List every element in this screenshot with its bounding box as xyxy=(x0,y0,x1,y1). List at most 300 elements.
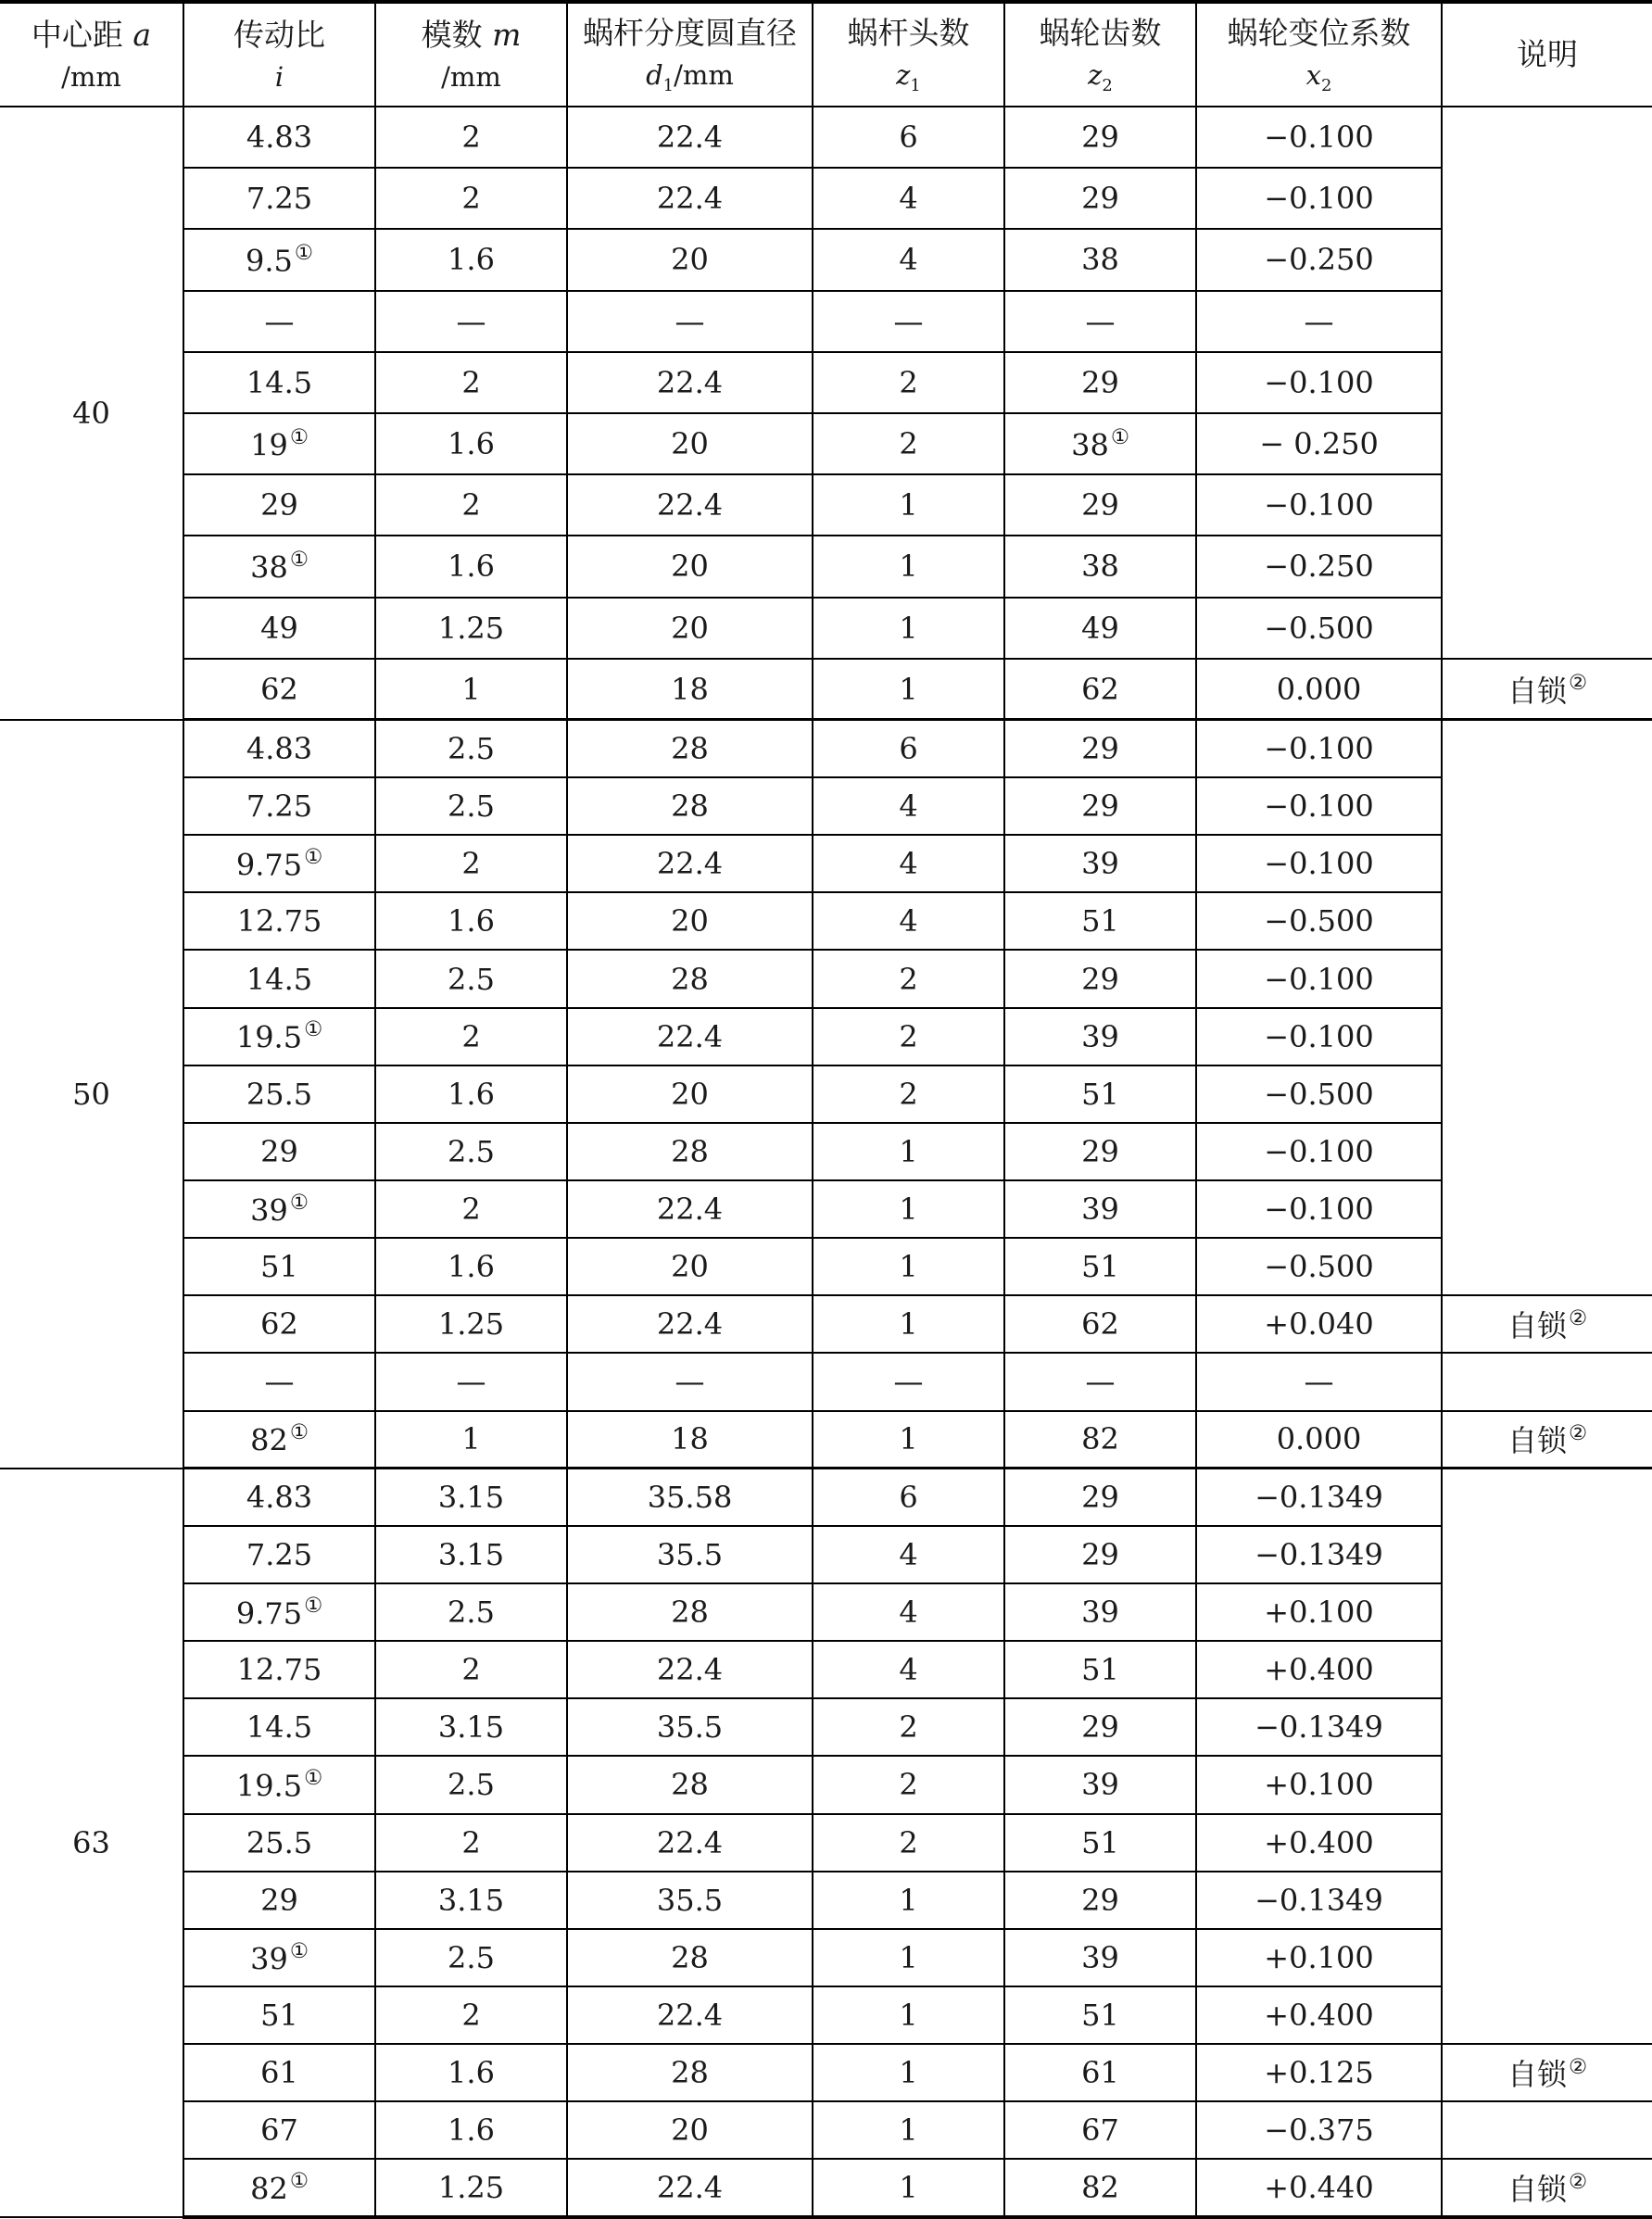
table-body xyxy=(0,107,1652,2217)
worm-starts-value: 2 xyxy=(899,1018,918,1054)
worm-starts-cell xyxy=(813,1065,1004,1123)
wheel-teeth-cell xyxy=(1004,950,1196,1007)
table-row xyxy=(0,1353,1652,1410)
ratio-cell xyxy=(183,1065,375,1123)
shift-coefficient-cell xyxy=(1196,474,1442,536)
ratio-value: 29 xyxy=(260,1882,298,1918)
pitch-diameter-cell xyxy=(567,1411,813,1469)
shift-coefficient-cell xyxy=(1196,107,1442,168)
ratio-cell xyxy=(183,291,375,352)
footnote-mark: ① xyxy=(304,1593,323,1618)
worm-starts-value: 1 xyxy=(899,671,918,707)
table-row xyxy=(0,598,1652,659)
remark-text: 自锁 xyxy=(1507,673,1567,709)
ratio-value: 14.5 xyxy=(246,961,313,997)
worm-starts-value: 4 xyxy=(899,788,918,825)
shift-coefficient-cell xyxy=(1196,2044,1442,2101)
worm-starts-cell xyxy=(813,1929,1004,1986)
module-value: 1 xyxy=(461,1421,481,1457)
worm-starts-value: 1 xyxy=(899,2055,918,2091)
pitch-diameter-value: 20 xyxy=(671,2112,709,2149)
pitch-diameter-value: 22.4 xyxy=(656,181,724,217)
worm-starts-cell xyxy=(813,777,1004,835)
worm-starts-value: 6 xyxy=(899,1480,918,1516)
table-row xyxy=(0,659,1652,720)
module-cell xyxy=(375,1008,567,1065)
module-cell xyxy=(375,1986,567,2044)
ratio-value: 7.25 xyxy=(246,1536,313,1572)
ratio-value: 7.25 xyxy=(246,788,313,825)
shift-coefficient-cell xyxy=(1196,1123,1442,1180)
wheel-teeth-cell xyxy=(1004,1353,1196,1410)
ratio-cell xyxy=(183,835,375,892)
worm-starts-value: 1 xyxy=(899,1421,918,1457)
shift-coefficient-value: — xyxy=(1304,303,1334,339)
shift-coefficient-cell xyxy=(1196,1929,1442,1986)
module-cell xyxy=(375,474,567,536)
center-distance-cell: 50 xyxy=(0,720,183,1469)
worm-starts-value: 1 xyxy=(899,1998,918,2034)
table-row xyxy=(0,1641,1652,1698)
module-value: 2 xyxy=(461,1652,481,1688)
pitch-diameter-cell xyxy=(567,1469,813,1526)
wheel-teeth-value: 67 xyxy=(1081,2112,1119,2149)
worm-starts-cell xyxy=(813,1353,1004,1410)
shift-coefficient-value: +0.400 xyxy=(1264,1998,1374,2034)
worm-starts-value: 1 xyxy=(899,2169,918,2205)
shift-coefficient-value: −0.100 xyxy=(1264,1133,1374,1169)
shift-coefficient-value: −0.100 xyxy=(1264,846,1374,882)
wheel-teeth-cell xyxy=(1004,1698,1196,1756)
footnote-mark: ① xyxy=(289,1938,309,1963)
wheel-teeth-value: 39 xyxy=(1081,846,1119,882)
shift-coefficient-value: +0.040 xyxy=(1264,1306,1374,1343)
table-row xyxy=(0,720,1652,777)
table-row xyxy=(0,950,1652,1007)
worm-starts-cell xyxy=(813,1008,1004,1065)
module-value: 1 xyxy=(461,671,481,707)
module-value: 2 xyxy=(461,846,481,882)
shift-coefficient-value: −0.250 xyxy=(1264,548,1374,585)
pitch-diameter-value: 20 xyxy=(671,1249,709,1285)
shift-coefficient-cell xyxy=(1196,892,1442,950)
wheel-teeth-value: 29 xyxy=(1081,364,1119,400)
shift-coefficient-cell xyxy=(1196,1872,1442,1929)
wheel-teeth-value: 61 xyxy=(1081,2055,1119,2091)
ratio-value: 82 xyxy=(250,2171,288,2207)
header-worm-starts: 蜗杆头数 $z_1$ xyxy=(813,2,1004,107)
footnote-mark: ② xyxy=(1568,2169,1588,2194)
wheel-teeth-cell xyxy=(1004,1411,1196,1469)
shift-coefficient-cell xyxy=(1196,1065,1442,1123)
ratio-cell xyxy=(183,659,375,720)
module-value: 2 xyxy=(461,364,481,400)
ratio-value: 9.5 xyxy=(246,243,293,279)
shift-coefficient-cell xyxy=(1196,1008,1442,1065)
remark-cell xyxy=(1442,659,1652,720)
shift-coefficient-cell xyxy=(1196,2101,1442,2159)
wheel-teeth-cell xyxy=(1004,536,1196,597)
module-cell xyxy=(375,720,567,777)
worm-starts-value: 4 xyxy=(899,181,918,217)
pitch-diameter-cell xyxy=(567,1180,813,1238)
module-cell xyxy=(375,598,567,659)
shift-coefficient-cell xyxy=(1196,2159,1442,2216)
wheel-teeth-value: 29 xyxy=(1081,731,1119,767)
wheel-teeth-cell xyxy=(1004,1814,1196,1872)
wheel-teeth-cell xyxy=(1004,413,1196,474)
wheel-teeth-value: — xyxy=(1085,303,1116,339)
worm-starts-value: 4 xyxy=(899,903,918,939)
shift-coefficient-cell xyxy=(1196,1641,1442,1698)
module-cell xyxy=(375,892,567,950)
ratio-cell xyxy=(183,1008,375,1065)
shift-coefficient-value: −0.1349 xyxy=(1255,1882,1383,1918)
wheel-teeth-cell xyxy=(1004,1526,1196,1583)
ratio-cell xyxy=(183,168,375,229)
header-row xyxy=(0,2,1652,107)
ratio-value: 19.5 xyxy=(235,1768,303,1804)
ratio-value: 7.25 xyxy=(246,181,313,217)
table-row xyxy=(0,536,1652,597)
module-cell xyxy=(375,1295,567,1353)
table-row xyxy=(0,352,1652,413)
shift-coefficient-cell xyxy=(1196,168,1442,229)
ratio-value: 4.83 xyxy=(246,1480,313,1516)
worm-starts-cell xyxy=(813,1295,1004,1353)
pitch-diameter-value: 22.4 xyxy=(656,120,724,156)
table-row xyxy=(0,1986,1652,2044)
module-cell xyxy=(375,1469,567,1526)
pitch-diameter-value: 35.5 xyxy=(656,1709,724,1746)
module-cell xyxy=(375,168,567,229)
pitch-diameter-cell xyxy=(567,2044,813,2101)
wheel-teeth-cell xyxy=(1004,2101,1196,2159)
module-cell xyxy=(375,2101,567,2159)
worm-starts-value: 2 xyxy=(899,961,918,997)
table-row xyxy=(0,2101,1652,2159)
footnote-mark: ② xyxy=(1568,2054,1588,2079)
header-center-distance: 中心距 a /mm xyxy=(0,2,183,107)
module-cell xyxy=(375,950,567,1007)
table-row xyxy=(0,1065,1652,1123)
table-row xyxy=(0,474,1652,536)
shift-coefficient-cell xyxy=(1196,536,1442,597)
worm-starts-cell xyxy=(813,1411,1004,1469)
pitch-diameter-cell xyxy=(567,229,813,290)
pitch-diameter-cell xyxy=(567,1986,813,2044)
ratio-value: 82 xyxy=(250,1422,288,1458)
pitch-diameter-value: 35.58 xyxy=(647,1480,733,1516)
shift-coefficient-cell xyxy=(1196,1295,1442,1353)
wheel-teeth-cell xyxy=(1004,1238,1196,1295)
ratio-cell xyxy=(183,892,375,950)
worm-starts-value: 4 xyxy=(899,1536,918,1572)
table-row xyxy=(0,2159,1652,2216)
worm-starts-cell xyxy=(813,1526,1004,1583)
worm-starts-value: 1 xyxy=(899,1249,918,1285)
remark-cell xyxy=(1442,2159,1652,2216)
pitch-diameter-value: — xyxy=(675,1364,705,1400)
module-cell xyxy=(375,1353,567,1410)
shift-coefficient-value: −0.1349 xyxy=(1255,1709,1383,1746)
wheel-teeth-value: 39 xyxy=(1081,1018,1119,1054)
worm-starts-cell xyxy=(813,1872,1004,1929)
worm-starts-cell xyxy=(813,835,1004,892)
wheel-teeth-value: 29 xyxy=(1081,961,1119,997)
module-cell xyxy=(375,2159,567,2216)
module-cell xyxy=(375,1756,567,1813)
remark-cell xyxy=(1442,1411,1652,1469)
module-value: 1.6 xyxy=(448,903,495,939)
pitch-diameter-value: 22.4 xyxy=(656,1824,724,1860)
wheel-teeth-value: 29 xyxy=(1081,1882,1119,1918)
table-row xyxy=(0,1295,1652,1353)
module-cell xyxy=(375,107,567,168)
table-row xyxy=(0,413,1652,474)
remark-cell xyxy=(1442,2101,1652,2159)
worm-starts-value: 1 xyxy=(899,1939,918,1975)
wheel-teeth-value: 38 xyxy=(1071,427,1109,463)
pitch-diameter-cell xyxy=(567,1353,813,1410)
pitch-diameter-cell xyxy=(567,1641,813,1698)
shift-coefficient-value: +0.100 xyxy=(1264,1939,1374,1975)
worm-starts-cell xyxy=(813,1986,1004,2044)
worm-starts-value: 4 xyxy=(899,846,918,882)
wheel-teeth-cell xyxy=(1004,1583,1196,1641)
remark-cell xyxy=(1442,1295,1652,1353)
module-cell xyxy=(375,1583,567,1641)
worm-starts-value: 1 xyxy=(899,1191,918,1228)
module-cell xyxy=(375,1526,567,1583)
ratio-cell xyxy=(183,1526,375,1583)
module-value: 1.6 xyxy=(448,1249,495,1285)
pitch-diameter-cell xyxy=(567,598,813,659)
pitch-diameter-value: 20 xyxy=(671,1076,709,1112)
module-value: 1.6 xyxy=(448,548,495,585)
shift-coefficient-cell xyxy=(1196,598,1442,659)
worm-starts-cell xyxy=(813,720,1004,777)
ratio-cell xyxy=(183,1814,375,1872)
pitch-diameter-cell xyxy=(567,659,813,720)
wheel-teeth-cell xyxy=(1004,1180,1196,1238)
worm-starts-value: 1 xyxy=(899,1882,918,1918)
module-value: 3.15 xyxy=(437,1709,505,1746)
ratio-cell xyxy=(183,777,375,835)
ratio-value: 4.83 xyxy=(246,120,313,156)
ratio-value: — xyxy=(264,303,295,339)
ratio-value: 49 xyxy=(260,610,298,646)
wheel-teeth-cell xyxy=(1004,1872,1196,1929)
remark-cell xyxy=(1442,1353,1652,1410)
shift-coefficient-cell xyxy=(1196,777,1442,835)
table-row xyxy=(0,2044,1652,2101)
table-row xyxy=(0,1526,1652,1583)
ratio-cell xyxy=(183,1986,375,2044)
module-value: 2.5 xyxy=(448,961,495,997)
worm-starts-value: 2 xyxy=(899,1767,918,1803)
worm-starts-value: 4 xyxy=(899,1595,918,1631)
wheel-teeth-cell xyxy=(1004,107,1196,168)
module-value: 2 xyxy=(461,487,481,523)
shift-coefficient-value: −0.1349 xyxy=(1255,1536,1383,1572)
remark-cell xyxy=(1442,1469,1652,2044)
pitch-diameter-cell xyxy=(567,1123,813,1180)
worm-starts-value: 2 xyxy=(899,364,918,400)
pitch-diameter-value: 22.4 xyxy=(656,846,724,882)
worm-starts-value: — xyxy=(893,1364,924,1400)
worm-starts-cell xyxy=(813,168,1004,229)
ratio-value: 25.5 xyxy=(246,1824,313,1860)
ratio-value: 62 xyxy=(260,1306,298,1343)
footnote-mark: ① xyxy=(304,845,323,870)
ratio-value: 67 xyxy=(260,2112,298,2149)
wheel-teeth-cell xyxy=(1004,229,1196,290)
module-cell xyxy=(375,835,567,892)
module-value: 1.6 xyxy=(448,2055,495,2091)
pitch-diameter-cell xyxy=(567,950,813,1007)
pitch-diameter-cell xyxy=(567,1698,813,1756)
shift-coefficient-value: −0.250 xyxy=(1264,242,1374,278)
worm-starts-cell xyxy=(813,413,1004,474)
pitch-diameter-value: 20 xyxy=(671,610,709,646)
ratio-cell xyxy=(183,1469,375,1526)
module-cell xyxy=(375,1123,567,1180)
table-row xyxy=(0,1583,1652,1641)
worm-starts-value: 2 xyxy=(899,1824,918,1860)
shift-coefficient-value: −0.100 xyxy=(1264,120,1374,156)
module-value: 2.5 xyxy=(448,1595,495,1631)
wheel-teeth-cell xyxy=(1004,598,1196,659)
worm-starts-value: 1 xyxy=(899,610,918,646)
pitch-diameter-cell xyxy=(567,291,813,352)
shift-coefficient-value: − 0.250 xyxy=(1259,426,1379,462)
pitch-diameter-cell xyxy=(567,107,813,168)
wheel-teeth-value: 51 xyxy=(1081,1249,1119,1285)
wheel-teeth-value: 39 xyxy=(1081,1595,1119,1631)
module-value: 2.5 xyxy=(448,1939,495,1975)
pitch-diameter-value: 28 xyxy=(671,2055,709,2091)
module-cell xyxy=(375,1238,567,1295)
wheel-teeth-cell xyxy=(1004,1295,1196,1353)
ratio-value: 9.75 xyxy=(235,847,303,883)
ratio-value: 12.75 xyxy=(236,1652,322,1688)
wheel-teeth-value: 82 xyxy=(1081,1421,1119,1457)
ratio-cell xyxy=(183,1698,375,1756)
module-value: 1.6 xyxy=(448,426,495,462)
ratio-cell xyxy=(183,107,375,168)
table-row xyxy=(0,1008,1652,1065)
wheel-teeth-cell xyxy=(1004,1123,1196,1180)
module-value: 1.25 xyxy=(437,2169,505,2205)
shift-coefficient-value: −0.100 xyxy=(1264,181,1374,217)
shift-coefficient-value: +0.400 xyxy=(1264,1824,1374,1860)
pitch-diameter-value: 28 xyxy=(671,731,709,767)
footnote-mark: ① xyxy=(304,1017,323,1042)
shift-coefficient-cell xyxy=(1196,1469,1442,1526)
wheel-teeth-cell xyxy=(1004,720,1196,777)
ratio-value: 38 xyxy=(250,549,288,586)
pitch-diameter-value: 22.4 xyxy=(656,1998,724,2034)
worm-starts-cell xyxy=(813,892,1004,950)
wheel-teeth-value: 51 xyxy=(1081,1652,1119,1688)
wheel-teeth-cell xyxy=(1004,777,1196,835)
wheel-teeth-value: 82 xyxy=(1081,2169,1119,2205)
ratio-cell xyxy=(183,413,375,474)
worm-starts-cell xyxy=(813,291,1004,352)
wheel-teeth-value: 51 xyxy=(1081,1076,1119,1112)
ratio-cell xyxy=(183,1295,375,1353)
shift-coefficient-value: −0.375 xyxy=(1264,2112,1374,2149)
wheel-teeth-value: 39 xyxy=(1081,1939,1119,1975)
module-value: 2.5 xyxy=(448,788,495,825)
footnote-mark: ① xyxy=(289,424,309,449)
module-cell xyxy=(375,659,567,720)
module-value: 2.5 xyxy=(448,1767,495,1803)
wheel-teeth-value: 62 xyxy=(1081,671,1119,707)
worm-starts-cell xyxy=(813,1814,1004,1872)
pitch-diameter-cell xyxy=(567,2101,813,2159)
wheel-teeth-cell xyxy=(1004,2159,1196,2216)
worm-starts-value: — xyxy=(893,303,924,339)
shift-coefficient-value: −0.1349 xyxy=(1255,1480,1383,1516)
ratio-cell xyxy=(183,598,375,659)
wheel-teeth-cell xyxy=(1004,2044,1196,2101)
pitch-diameter-cell xyxy=(567,1756,813,1813)
wheel-teeth-cell xyxy=(1004,1756,1196,1813)
worm-starts-cell xyxy=(813,1238,1004,1295)
pitch-diameter-value: 35.5 xyxy=(656,1882,724,1918)
shift-coefficient-value: −0.500 xyxy=(1264,610,1374,646)
shift-coefficient-value: — xyxy=(1304,1364,1334,1400)
module-value: 2 xyxy=(461,1824,481,1860)
ratio-value: 29 xyxy=(260,487,298,523)
worm-starts-cell xyxy=(813,2159,1004,2216)
table-row xyxy=(0,835,1652,892)
pitch-diameter-value: 18 xyxy=(671,1421,709,1457)
remark-cell xyxy=(1442,2044,1652,2101)
pitch-diameter-cell xyxy=(567,777,813,835)
ratio-cell xyxy=(183,720,375,777)
wheel-teeth-cell xyxy=(1004,1008,1196,1065)
footnote-mark: ① xyxy=(294,241,313,266)
wheel-teeth-value: 29 xyxy=(1081,1133,1119,1169)
module-cell xyxy=(375,1698,567,1756)
footnote-mark: ① xyxy=(289,2168,309,2193)
shift-coefficient-cell xyxy=(1196,835,1442,892)
header-remarks: 说明 xyxy=(1442,2,1652,107)
ratio-cell xyxy=(183,536,375,597)
worm-starts-cell xyxy=(813,1641,1004,1698)
pitch-diameter-cell xyxy=(567,413,813,474)
module-cell xyxy=(375,291,567,352)
ratio-value: — xyxy=(264,1364,295,1400)
wheel-teeth-value: 29 xyxy=(1081,181,1119,217)
wheel-teeth-value: 38 xyxy=(1081,548,1119,585)
remark-text: 自锁 xyxy=(1507,2057,1567,2093)
footnote-mark: ② xyxy=(1568,671,1588,696)
module-cell xyxy=(375,352,567,413)
worm-starts-cell xyxy=(813,229,1004,290)
shift-coefficient-value: 0.000 xyxy=(1276,671,1362,707)
shift-coefficient-cell xyxy=(1196,1353,1442,1410)
shift-coefficient-value: +0.400 xyxy=(1264,1652,1374,1688)
shift-coefficient-value: +0.125 xyxy=(1264,2055,1374,2091)
header-wheel-shift-coefficient: 蜗轮变位系数 $x_2$ xyxy=(1196,2,1442,107)
worm-starts-value: 2 xyxy=(899,426,918,462)
shift-coefficient-cell xyxy=(1196,659,1442,720)
table-row xyxy=(0,168,1652,229)
